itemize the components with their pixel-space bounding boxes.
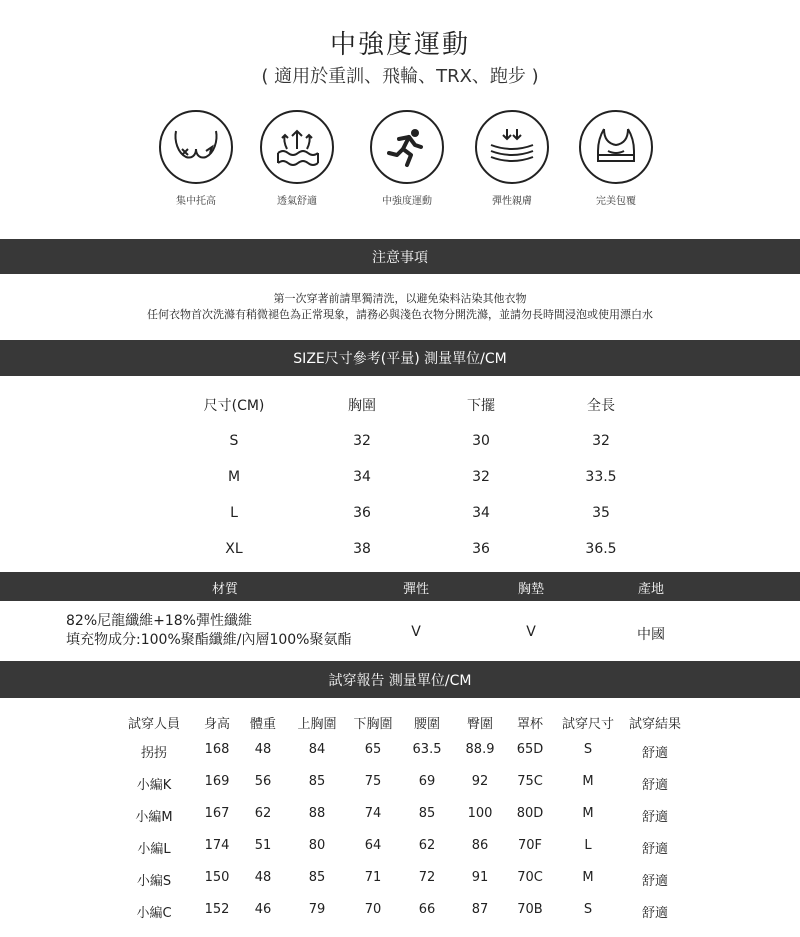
fitting-header: 身高 [203, 717, 231, 732]
size-cell: 33.5 [585, 469, 617, 485]
fitting-cell: 小編L [137, 842, 171, 857]
fitting-cell: 150 [204, 870, 230, 885]
page-subtitle: ( 適用於重訓、飛輪、TRX、跑步 ) [261, 66, 539, 87]
fitting-header: 罩杯 [516, 717, 544, 732]
fitting-cell: 92 [471, 774, 489, 789]
fitting-cell: 64 [364, 838, 382, 853]
fitting-cell: 48 [254, 870, 272, 885]
size-cell: 32 [353, 433, 371, 449]
feature-elastic [457, 110, 567, 207]
size-chart-header: 胸圍 [348, 398, 376, 414]
fitting-cell: L [584, 838, 592, 853]
fitting-cell: 小編K [136, 778, 172, 793]
fitting-cell: 小編C [136, 906, 172, 921]
fitting-cell: 70F [517, 838, 543, 853]
material-composition-line: 82%尼龍纖維+18%彈性纖維 [66, 613, 252, 629]
material-elastic-value: V [411, 624, 421, 640]
fitting-cell: 80D [516, 806, 544, 821]
fitting-cell: 85 [308, 774, 326, 789]
fitting-cell: S [583, 742, 593, 757]
fitting-header: 試穿人員 [127, 717, 181, 732]
feature-label: 完美包覆 [596, 196, 636, 207]
size-cell: 32 [592, 433, 610, 449]
size-cell: S [229, 433, 239, 449]
fitting-cell: M [582, 870, 594, 885]
material-origin-value: 中國 [637, 627, 665, 643]
size-cell: 36 [472, 541, 490, 557]
fitting-cell: 舒適 [641, 906, 669, 921]
fitting-cell: 70B [517, 902, 543, 917]
material-header: 胸墊 [517, 582, 545, 597]
fitting-cell: 65D [516, 742, 544, 757]
size-chart-header-bar [0, 340, 800, 376]
notice-line: 任何衣物首次洗滌有稍微褪色為正常現象，請務必與淺色衣物分開洗滌，並請勿長時間浸泡或使用漂白水 [147, 308, 653, 321]
fitting-cell: 168 [204, 742, 230, 757]
fitting-cell: 100 [467, 806, 493, 821]
fitting-cell: 85 [418, 806, 436, 821]
fitting-cell: 舒適 [641, 746, 669, 761]
fitting-cell: 88.9 [465, 742, 495, 757]
fitting-cell: 69 [418, 774, 436, 789]
fitting-cell: 86 [471, 838, 489, 853]
size-cell: 35 [592, 505, 610, 521]
fitting-cell: 舒適 [641, 810, 669, 825]
size-cell: 34 [472, 505, 490, 521]
size-cell: 34 [353, 469, 371, 485]
fitting-cell: 174 [204, 838, 230, 853]
fitting-cell: 72 [418, 870, 436, 885]
fitting-header: 臀圍 [466, 717, 494, 732]
fitting-cell: 85 [308, 870, 326, 885]
fitting-header: 試穿結果 [628, 717, 682, 732]
notice-header-bar [0, 239, 800, 274]
fitting-cell: 舒適 [641, 874, 669, 889]
fitting-cell: 46 [254, 902, 272, 917]
fitting-cell: 小編M [135, 810, 173, 825]
material-header: 彈性 [402, 582, 430, 597]
fitting-cell: 88 [308, 806, 326, 821]
feature-lift [141, 110, 251, 207]
feature-label: 集中托高 [176, 196, 216, 207]
notice-line: 第一次穿著前請單獨清洗，以避免染料沾染其他衣物 [273, 292, 527, 305]
feature-label: 中強度運動 [382, 196, 432, 207]
fitting-cell: 75C [517, 774, 543, 789]
feature-label: 彈性親膚 [492, 196, 532, 207]
size-cell: L [230, 505, 238, 521]
material-header-bar [0, 572, 800, 601]
fitting-cell: 80 [308, 838, 326, 853]
fitting-cell: 舒適 [641, 842, 669, 857]
fitting-header-bar [0, 661, 800, 698]
running-person-icon [370, 110, 444, 184]
feature-coverage [561, 110, 671, 207]
material-pad-value: V [526, 624, 536, 640]
fitting-title: 試穿報告 測量單位/CM [328, 672, 472, 689]
fitting-cell: 87 [471, 902, 489, 917]
bra-lift-icon [159, 110, 233, 184]
fitting-cell: 74 [364, 806, 382, 821]
size-cell: 38 [353, 541, 371, 557]
fitting-cell: 152 [204, 902, 230, 917]
fitting-cell: 62 [418, 838, 436, 853]
fitting-cell: 79 [308, 902, 326, 917]
feature-label: 透氣舒適 [277, 196, 317, 207]
fitting-header: 試穿尺寸 [561, 717, 615, 732]
fitting-cell: 84 [308, 742, 326, 757]
fitting-cell: S [583, 902, 593, 917]
fitting-cell: 48 [254, 742, 272, 757]
size-chart-header: 全長 [587, 398, 615, 414]
fitting-header: 上胸圍 [297, 717, 337, 732]
size-cell: XL [225, 541, 243, 557]
breathable-icon [260, 110, 334, 184]
page-title: 中強度運動 [329, 30, 470, 60]
fitting-cell: 舒適 [641, 778, 669, 793]
size-cell: 36 [353, 505, 371, 521]
material-header: 材質 [211, 582, 239, 597]
material-header: 產地 [637, 582, 665, 597]
fitting-cell: M [582, 774, 594, 789]
material-composition-line: 填充物成分:100%聚酯纖維/內層100%聚氨酯 [66, 632, 352, 648]
fitting-cell: 70C [517, 870, 543, 885]
fitting-cell: 70 [364, 902, 382, 917]
fitting-cell: 66 [418, 902, 436, 917]
fitting-cell: 拐拐 [140, 746, 168, 761]
fitting-cell: 75 [364, 774, 382, 789]
fitting-cell: 62 [254, 806, 272, 821]
size-chart-title: SIZE尺寸參考(平量) 測量單位/CM [293, 351, 507, 367]
notice-title: 注意事項 [372, 249, 428, 266]
feature-intensity [352, 110, 462, 207]
fitting-header: 腰圍 [413, 717, 441, 732]
fitting-header: 下胸圍 [353, 717, 393, 732]
fitting-cell: 51 [254, 838, 272, 853]
fitting-header: 體重 [249, 717, 277, 732]
material-composition [66, 612, 351, 650]
fitting-cell: M [582, 806, 594, 821]
size-cell: 30 [472, 433, 490, 449]
size-chart-header: 下擺 [467, 398, 495, 414]
fitting-cell: 91 [471, 870, 489, 885]
feature-breathable [242, 110, 352, 207]
size-cell: 32 [472, 469, 490, 485]
fitting-cell: 56 [254, 774, 272, 789]
sports-bra-icon [579, 110, 653, 184]
fitting-cell: 169 [204, 774, 230, 789]
fitting-cell: 小編S [136, 874, 172, 889]
size-cell: M [227, 469, 241, 485]
fitting-cell: 65 [364, 742, 382, 757]
fitting-cell: 63.5 [412, 742, 442, 757]
elastic-layers-icon [475, 110, 549, 184]
size-cell: 36.5 [585, 541, 617, 557]
fitting-cell: 71 [364, 870, 382, 885]
size-chart-header: 尺寸(CM) [203, 398, 265, 414]
fitting-cell: 167 [204, 806, 230, 821]
